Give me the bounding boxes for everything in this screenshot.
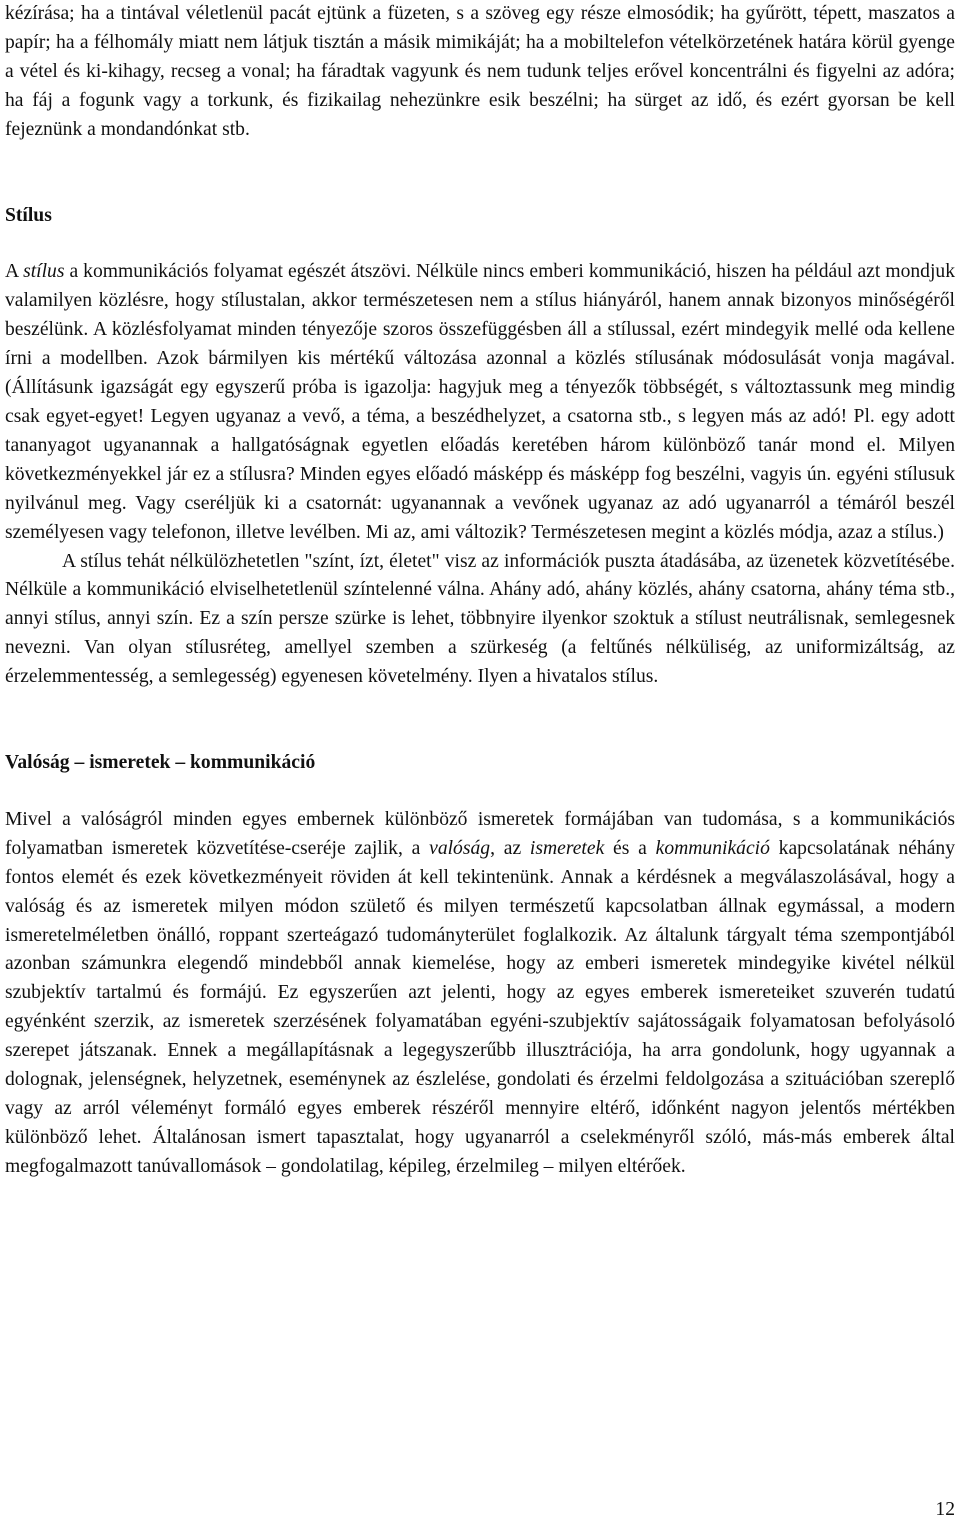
valosag-text-seg-1: Mivel a valóságról minden egyes embernek különböző ismeretek formájában van tudomása, s a kommunikációs folyamatban ismeretek közvetítése-cseréje zajlik, a [5,808,955,859]
heading-stilus: Stílus [5,204,52,226]
stilus-p1-italic-term: stílus [23,261,65,283]
stilus-p1-text-rest: a kommunikációs folyamat egészét átszövi. Nélküle nincs emberi kommunikáció, hiszen ha például azt mondjuk valamilyen közlésre, hogy stílustalan, akkor természetesen nem a stílus hiányáról, hanem annak bizonyos minőségéről beszélünk. A közlésfolyamat minden tényezője szoros összefüggésben áll a stílussal, ezért mindegyik mellé oda kellene írni a modellben. Azok bármilyen kis mértékű változása azonnal a közlés stílusának módosulását vonja magával. (Állításunk igazságát egy egyszerű próba is igazolja: hagyjuk meg a tényezők többségét, s változtassunk meg mindig csak egyet-egyet! Legyen ugyanaz a vevő, a téma, a beszédhelyzet, a csatorna stb., s legyen más az adó! Pl. egy adott tananyagot ugyanannak a hallgatóságnak egyetlen előadás keretében három különböző tanár mond el. Milyen következményekkel jár ez a stílusra? Minden egyes előadó másképp és másképp fog beszélni, vagyis ún. egyéni stílusuk nyilvánul meg. Vagy cseréljük ki a csatornát: ugyanannak a vevőnek ugyanaz az adó ugyanarról a témáról beszél személyesen vagy telefonon, illetve levélben. Mi az, ami változik? Természetesen megint a közlés módja, azaz a stílus.) [5,261,955,543]
page-number: 12 [935,1499,955,1520]
stilus-p1-text-start: A [5,261,24,283]
intro-paragraph: kézírása; ha a tintával véletlenül pacát ejtünk a füzeten, s a szöveg egy része elmosódik; ha gyűrött, tépett, maszatos a papír; ha a félhomály miatt nem látjuk tisztán a másik mimikáját; ha a mobiltelefon vételkörzetének határa körül gyenge a vétel és ki-kihagy, recseg a vonal; ha fáradtak vagyunk és nem tudunk teljes erővel koncentrálni és figyelni az adóra; ha fáj a fogunk vagy a torkunk, és fizikailag nehezünkre esik beszélni; ha sürget az idő, és ezért gyorsan be kell fejeznünk a mondandónkat stb. [5,3,955,140]
valosag-paragraph [5,806,955,1182]
valosag-italic-term-2: ismeretek [529,837,605,859]
heading-valosag: Valóság – ismeretek – kommunikáció [5,752,316,774]
stilus-paragraph-2: A stílus tehát nélkülözhetetlen "színt, ízt, életet" visz az információk puszta átadásába, az üzenetek közvetítésébe. Nélküle a kommunikáció elviselhetetlenül színtelenné válna. Ahány adó, ahány közlés, ahány csatorna, ahány téma stb., annyi stílus, annyi szín. Ez a szín persze szürke is lehet, többnyire ilyenkor szoktuk a stílust neutrálisnak, semlegesnek nevezni. Van olyan stílusréteg, amellyel szemben a szürkeség (a feltűnés nélküliség, az uniformizáltság, az érzelemmentesség, a semlegesség) egyenesen követelmény. Ilyen a hivatalos stílus. [5,550,955,688]
stilus-paragraph-1 [5,258,955,547]
valosag-italic-term-3: kommunikáció [655,837,770,859]
valosag-italic-term-1: valóság [429,837,491,859]
valosag-text-seg-2: , az [490,837,530,859]
valosag-text-seg-3: és a [604,837,656,859]
valosag-text-seg-4: kapcsolatának néhány fontos elemét és ezek következményeit röviden át kell tekintenünk. Annak a kérdésnek a megválaszolásával, hogy a valóság és az ismeretek milyen módon születő és milyen természetű kapcsolatban állnak egymással, a modern ismeretelméletben önálló, roppant szerteágazó tudományterület foglalkozik. Az általunk tárgyalt téma szempontjából azonban számunkra elegendő mindebből annak kiemelése, hogy az emberi ismeretek mindegyike kivétel nélkül szubjektív tartalmú és formájú. Ez egyszerűen azt jelenti, hogy az egyes emberek ismereteiket szuverén tudatú egyénként szerzik, az ismeretek szerzésének folyamatában egyéni-szubjektív sajátosságaik folyamatosan befolyásoló szerepet játszanak. Ennek a megállapításnak a legegyszerűbb illusztrációja, ha arra gondolunk, hogy ugyannak a dolognak, jelenségnek, helyzetnek, eseménynek az észlelése, gondolati és érzelmi feldolgozása a szituációban szereplő vagy az arról véleményt formáló egyes emberek részéről mennyire eltérő, időnként nagyon jelentős mértékben különböző lehet. Általánosan ismert tapasztalat, hogy ugyanarról a cselekményről szóló, más-más emberek által megfogalmazott tanúvallomások – gondolatilag, képileg, érzelmileg – milyen eltérőek. [5,837,955,1177]
document-page [5,0,955,1182]
